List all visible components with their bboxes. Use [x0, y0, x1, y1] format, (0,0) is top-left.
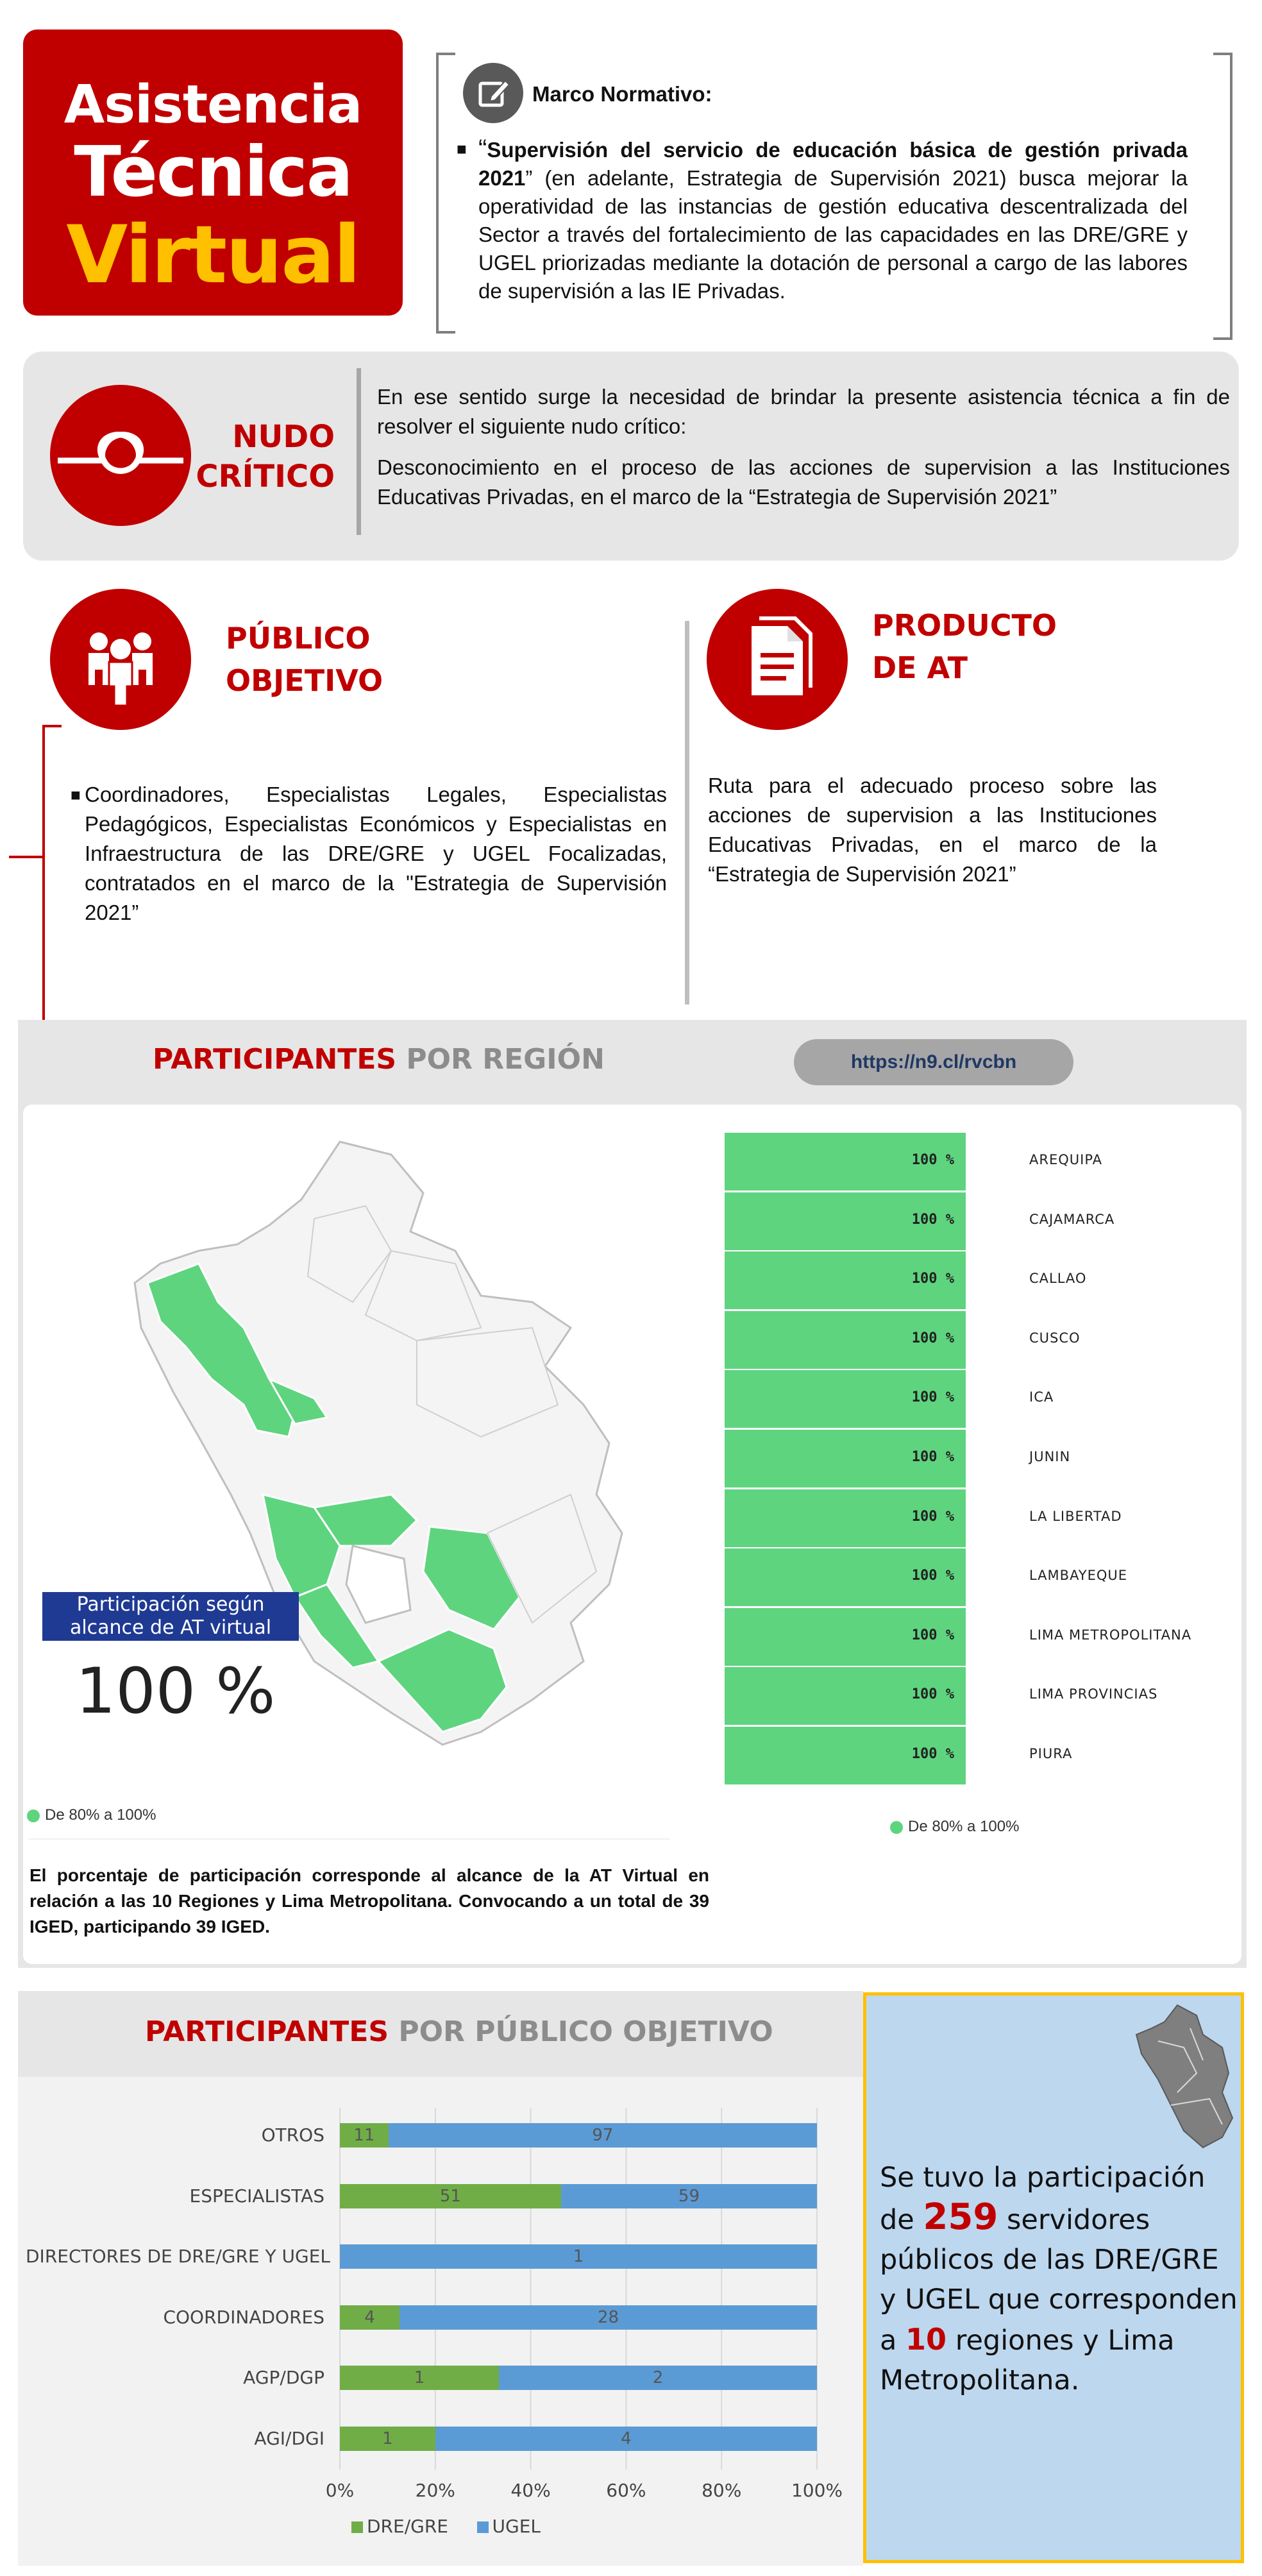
region-bar-label: PIURA [1029, 1746, 1073, 1761]
publico-title-line-2: OBJETIVO [226, 663, 383, 698]
nudo-title-line-2: CRÍTICO [196, 459, 335, 495]
summary-regions: 10 [905, 2322, 947, 2357]
region-note: El porcentaje de participación corresponde al alcance de la AT Virtual en relación a las 10 Regiones y Lima Metropolitana. Convocando a un total de 39 IGED, participando 39 IGED. [29, 1865, 709, 1936]
marco-title: Marco Normativo: [532, 82, 712, 106]
region-bar-label: AREQUIPA [1029, 1152, 1103, 1167]
stacked-bar-segment: 2 [499, 2366, 817, 2390]
category-label: ESPECIALISTAS [189, 2185, 324, 2207]
region-bar-label: LA LIBERTAD [1029, 1508, 1122, 1524]
producto-title-line-2: DE AT [872, 650, 968, 685]
region-bar-label: LAMBAYEQUE [1029, 1568, 1128, 1584]
x-tick-label: 0% [325, 2480, 355, 2501]
publico-title-line-1: PÚBLICO [226, 621, 371, 656]
category-label: COORDINADORES [163, 2306, 324, 2328]
x-tick-label: 80% [702, 2480, 742, 2501]
summary-part-1: Se tuvo la participación de [880, 2162, 1206, 2236]
publico-chart-title-red: PARTICIPANTES [145, 2015, 389, 2048]
marco-body: ” (en adelante, Estrategia de Supervisión 2021) busca mejorar la operatividad de las instancias de gestión educativa descentralizada del Sector a través del fortalecimiento de las capacidades en las DRE/GRE y UGEL priorizadas mediante la dotación de personal a cargo de las labores de supervisión a las IE Privadas. [478, 166, 1188, 303]
region-bar-label: CAJAMARCA [1029, 1211, 1115, 1227]
bullet-icon: ■ [457, 139, 467, 158]
nudo-title-line-1: NUDO [232, 419, 335, 455]
region-bar-value: 100 % [911, 1330, 954, 1346]
region-bar-label: JUNIN [1029, 1449, 1071, 1464]
stacked-bar-segment: 4 [435, 2427, 817, 2451]
x-tick-label: 60% [606, 2480, 646, 2501]
stacked-bar-segment: 51 [340, 2184, 561, 2208]
region-bar-value: 100 % [911, 1211, 954, 1228]
category-label: OTROS [261, 2124, 324, 2146]
region-bar-label: CALLAO [1029, 1271, 1087, 1287]
summary-part-3: regiones y Lima Metropolitana. [880, 2325, 1175, 2396]
x-tick-label: 40% [510, 2480, 551, 2501]
stacked-bar-segment: 1 [340, 2427, 435, 2451]
stacked-bar-segment: 1 [340, 2244, 817, 2269]
badge-line-1: Participación según [76, 1593, 265, 1616]
map-legend-label: De 80% a 100% [45, 1806, 156, 1824]
region-bar-value: 100 % [911, 1508, 954, 1525]
region-bar-value: 100 % [911, 1627, 954, 1643]
x-tick-label: 20% [415, 2480, 455, 2501]
region-bar-label: LIMA PROVINCIAS [1029, 1686, 1158, 1702]
summary-count: 259 [923, 2196, 998, 2238]
region-bar-value: 100 % [911, 1389, 954, 1406]
badge-line-2: alcance de AT virtual [69, 1616, 272, 1639]
region-bar-label: ICA [1029, 1389, 1054, 1405]
bullet-icon: ■ [71, 785, 81, 804]
region-bar-label: LIMA METROPOLITANA [1029, 1627, 1192, 1643]
region-bar-value: 100 % [911, 1271, 954, 1287]
nudo-paragraph-1: En ese sentido surge la necesidad de brindar la presente asistencia técnica a fin de resolver el siguiente nudo crítico: [377, 385, 1230, 438]
category-label: AGI/DGI [254, 2427, 324, 2449]
region-title-grey: POR REGIÓN [406, 1043, 605, 1076]
title-line-1: Asistencia [63, 74, 362, 135]
region-title-red: PARTICIPANTES [153, 1043, 397, 1076]
region-link[interactable]: https://n9.cl/rvcbn [794, 1039, 1073, 1085]
publico-chart-title-grey: POR PÚBLICO OBJETIVO [398, 2015, 773, 2048]
marco-bold: Supervisión del servicio de educación básica de gestión privada 2021 [478, 138, 1188, 190]
legend-dre-label: DRE/GRE [367, 2516, 448, 2537]
stacked-bar-segment: 4 [340, 2305, 400, 2330]
region-bar-value: 100 % [911, 1686, 954, 1703]
title-line-2: Técnica [74, 132, 352, 212]
quote-open: “ [478, 135, 487, 163]
stacked-bar-segment: 28 [400, 2305, 817, 2330]
publico-chart-legend [351, 2516, 541, 2537]
legend-ugel-label: UGEL [492, 2516, 541, 2537]
summary-text [880, 2158, 1239, 2400]
producto-title-line-1: PRODUCTO [872, 608, 1057, 643]
bar-legend-label: De 80% a 100% [908, 1818, 1020, 1835]
region-bar-value: 100 % [911, 1568, 954, 1584]
summary-part-2: servidores públicos de las DRE/GRE y UGEL que corresponden a [880, 2204, 1238, 2357]
category-label: DIRECTORES DE DRE/GRE Y UGEL [26, 2246, 331, 2267]
legend-swatch-dre [351, 2521, 363, 2533]
publico-body: Coordinadores, Especialistas Legales, Especialistas Pedagógicos, Especialistas Económicos y Especialistas en Infraestructura de las DRE/GRE y UGEL Focalizadas, contratados en el marco de la "Estrategia de Supervisión 2021” [85, 783, 667, 924]
x-tick-label: 100% [791, 2480, 843, 2501]
legend-swatch-ugel [477, 2521, 489, 2533]
region-bar-value: 100 % [911, 1449, 954, 1465]
producto-text: Ruta para el adecuado proceso sobre las acciones de supervision a las Instituciones Educativas Privadas, en el marco de la “Estrategia de Supervisión 2021” [708, 774, 1157, 886]
region-bar-label: CUSCO [1029, 1330, 1081, 1346]
stacked-bar-segment: 1 [340, 2366, 499, 2390]
overall-percent: 100 % [76, 1655, 276, 1728]
region-bar-value: 100 % [911, 1152, 954, 1168]
stacked-bar-segment: 11 [340, 2123, 389, 2148]
category-label: AGP/DGP [243, 2367, 324, 2388]
title-line-3: Virtual [66, 209, 360, 301]
region-bar-value: 100 % [911, 1746, 954, 1762]
stacked-bar-segment: 97 [389, 2123, 817, 2148]
stacked-bar-segment: 59 [561, 2184, 817, 2208]
peru-mini-map-icon [1132, 2003, 1235, 2150]
nudo-paragraph-2: Desconocimiento en el proceso de las acciones de supervision a las Instituciones Educativas Privadas, en el marco de la “Estrategia de Supervisión 2021” [377, 455, 1230, 509]
